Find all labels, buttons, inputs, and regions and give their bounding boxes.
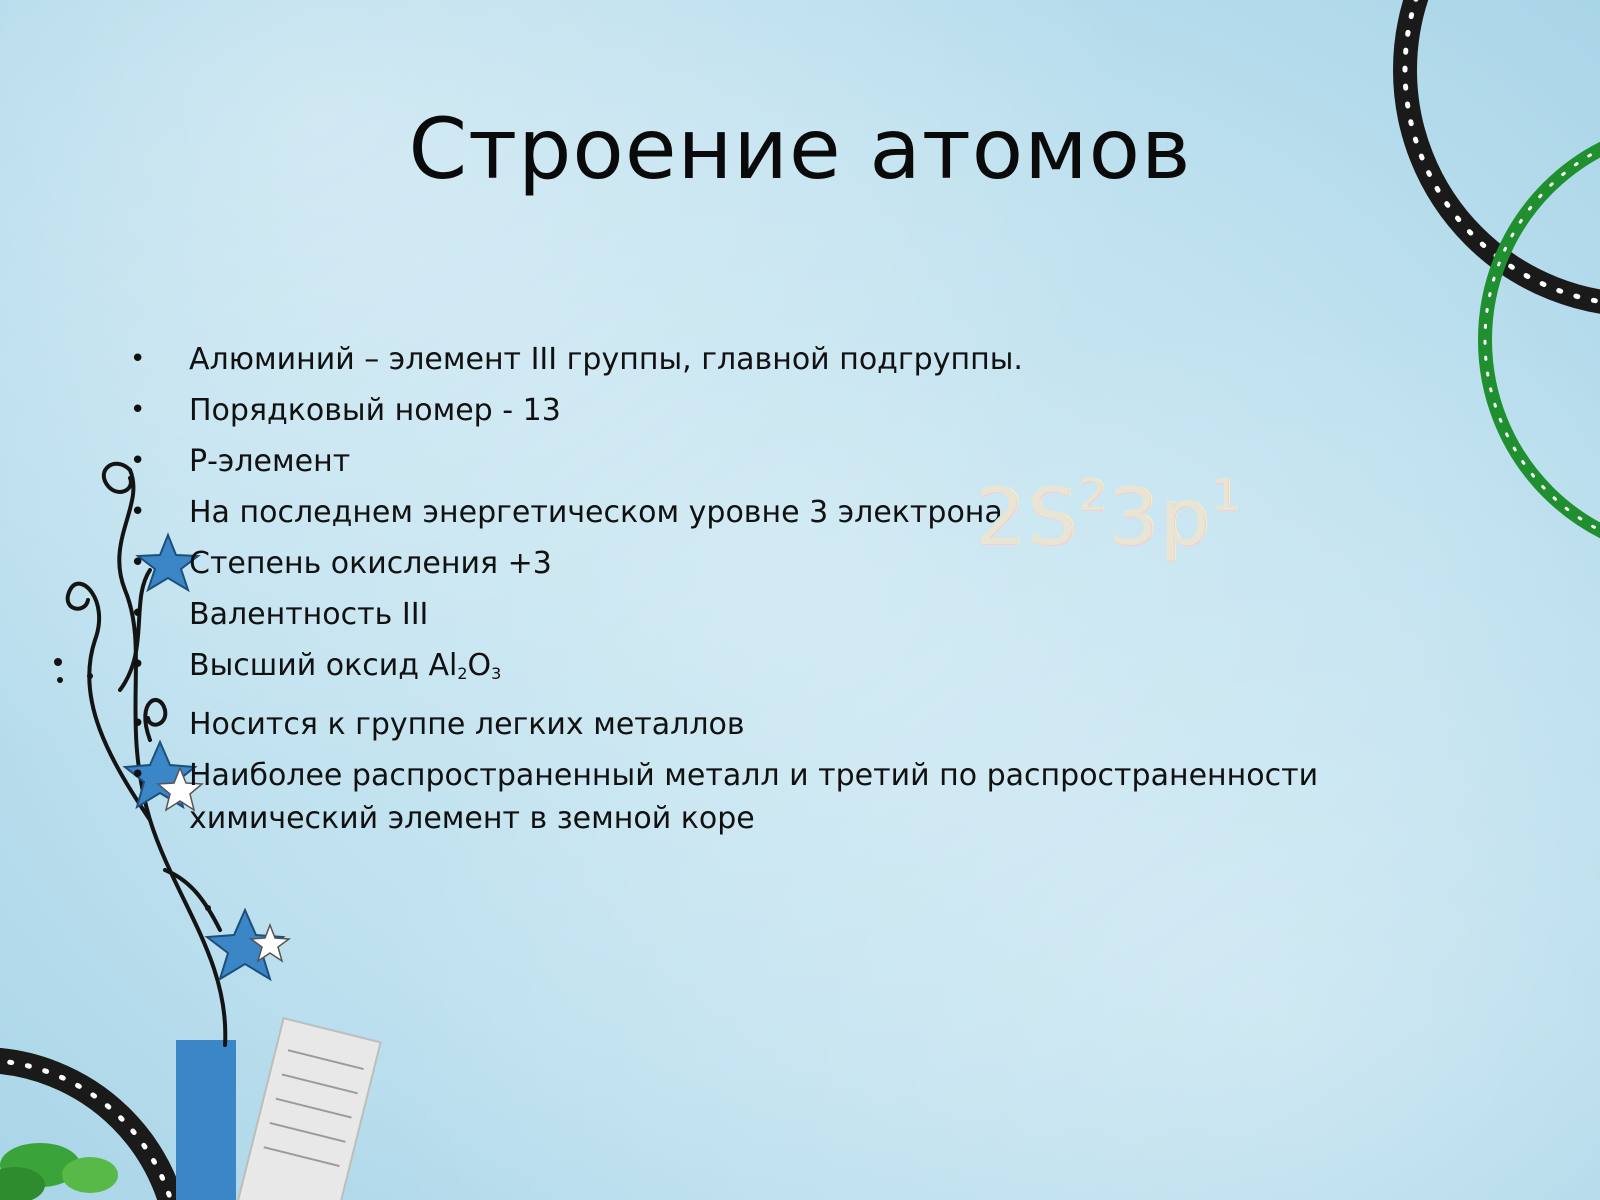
list-item: • Степень окисления +3 <box>130 542 1460 585</box>
bullet-dot: • <box>130 599 146 629</box>
slide-title: Строение атомов <box>408 100 1192 198</box>
list-item: • Р-элемент <box>130 440 1460 483</box>
bullet-dot: • <box>130 709 146 739</box>
bullet-dot: • <box>130 395 146 425</box>
paper-strip <box>235 1018 380 1200</box>
bullet-list <box>130 338 1460 848</box>
bullet-dot: • <box>130 344 146 374</box>
bullet-dot: • <box>130 446 146 476</box>
bullet-dot: • <box>130 760 146 790</box>
bullet-dot: • <box>130 650 146 680</box>
list-item: • Валентность III <box>130 593 1460 636</box>
electron-configuration-formula: $2S^23p^1$ <box>975 470 1242 563</box>
list-item: • На последнем энергетическом уровне 3 электрона <box>130 491 1460 534</box>
blue-ribbon <box>176 1040 236 1200</box>
list-item: • Наиболее распространенный металл и третий по распространенности химический элемент в земной коре <box>130 754 1460 840</box>
bullet-dot: • <box>130 497 146 527</box>
green-leaves-icon <box>0 1143 118 1200</box>
list-item: • Порядковый номер - 13 <box>130 389 1460 432</box>
list-item: • Носится к группе легких металлов <box>130 703 1460 746</box>
list-item: • Алюминий – элемент III группы, главной подгруппы. <box>130 338 1460 381</box>
list-item-oxide: • Высший оксид $Al_2O_3$ <box>130 644 1460 695</box>
bullet-dot: • <box>130 548 146 578</box>
